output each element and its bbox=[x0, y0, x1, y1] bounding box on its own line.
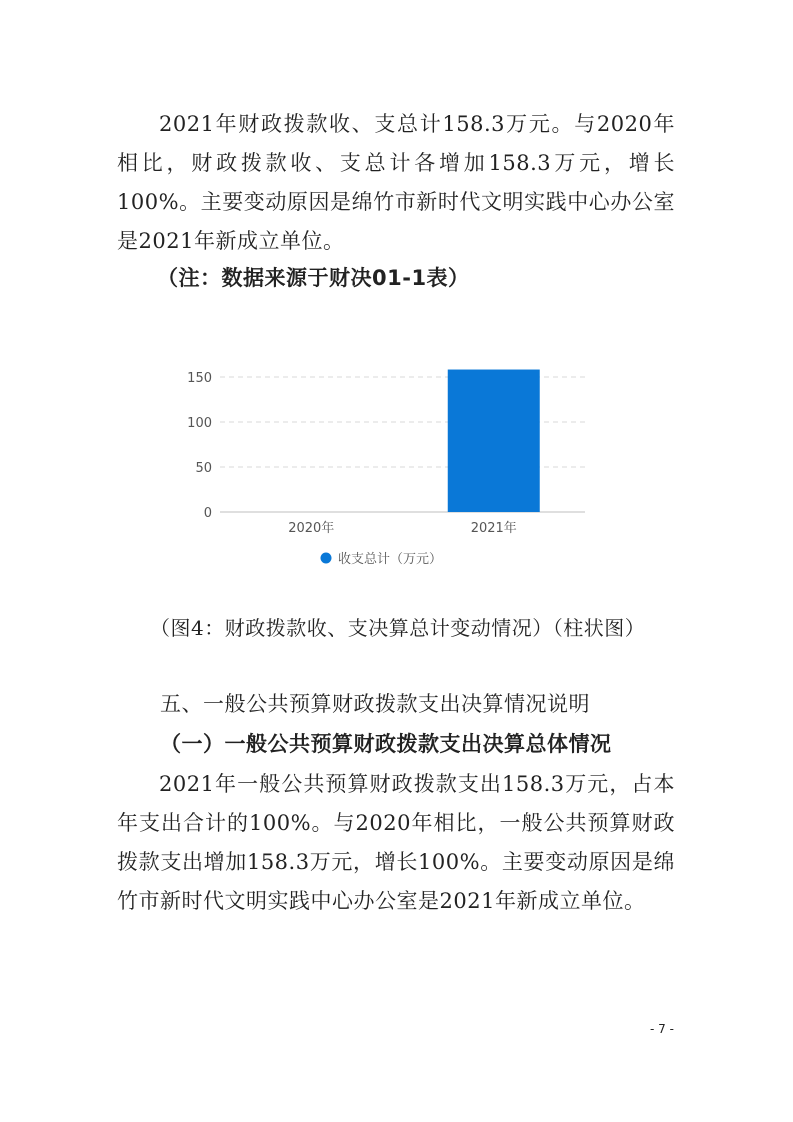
bar bbox=[448, 370, 540, 512]
figure-caption: （图4：财政拨款收、支决算总计变动情况）（柱状图） bbox=[150, 616, 646, 640]
section-title: 五、一般公共预算财政拨款支出决算情况说明 bbox=[160, 692, 590, 716]
data-source-note: （注：数据来源于财决01-1表） bbox=[157, 266, 470, 290]
x-tick-label: 2020年 bbox=[288, 521, 335, 536]
x-tick-label: 2021年 bbox=[470, 521, 517, 536]
subsection-title: （一）一般公共预算财政拨款支出决算总体情况 bbox=[160, 732, 612, 756]
legend-label: 收支总计（万元） bbox=[338, 552, 443, 567]
fiscal-total-bar-chart bbox=[170, 350, 610, 580]
y-tick-label: 100 bbox=[187, 416, 212, 431]
y-tick-label: 150 bbox=[187, 371, 212, 386]
paragraph-general-budget: 2021年一般公共预算财政拨款支出158.3万元，占本年支出合计的100%。与2020年相比，一般公共预算财政拨款支出增加158.3万元，增长100%。主要变动原因是绵竹市新时代文明实践中心办公室是2021年新成立单位。 bbox=[117, 772, 675, 913]
legend-marker bbox=[321, 553, 332, 564]
y-tick-label: 50 bbox=[195, 461, 212, 476]
page-number: - 7 - bbox=[650, 1022, 674, 1036]
y-tick-label: 0 bbox=[203, 506, 212, 521]
paragraph-fiscal-total: 2021年财政拨款收、支总计158.3万元。与2020年相比，财政拨款收、支总计各增加158.3万元，增长100%。主要变动原因是绵竹市新时代文明实践中心办公室是2021年新成立单位。 bbox=[117, 112, 675, 253]
